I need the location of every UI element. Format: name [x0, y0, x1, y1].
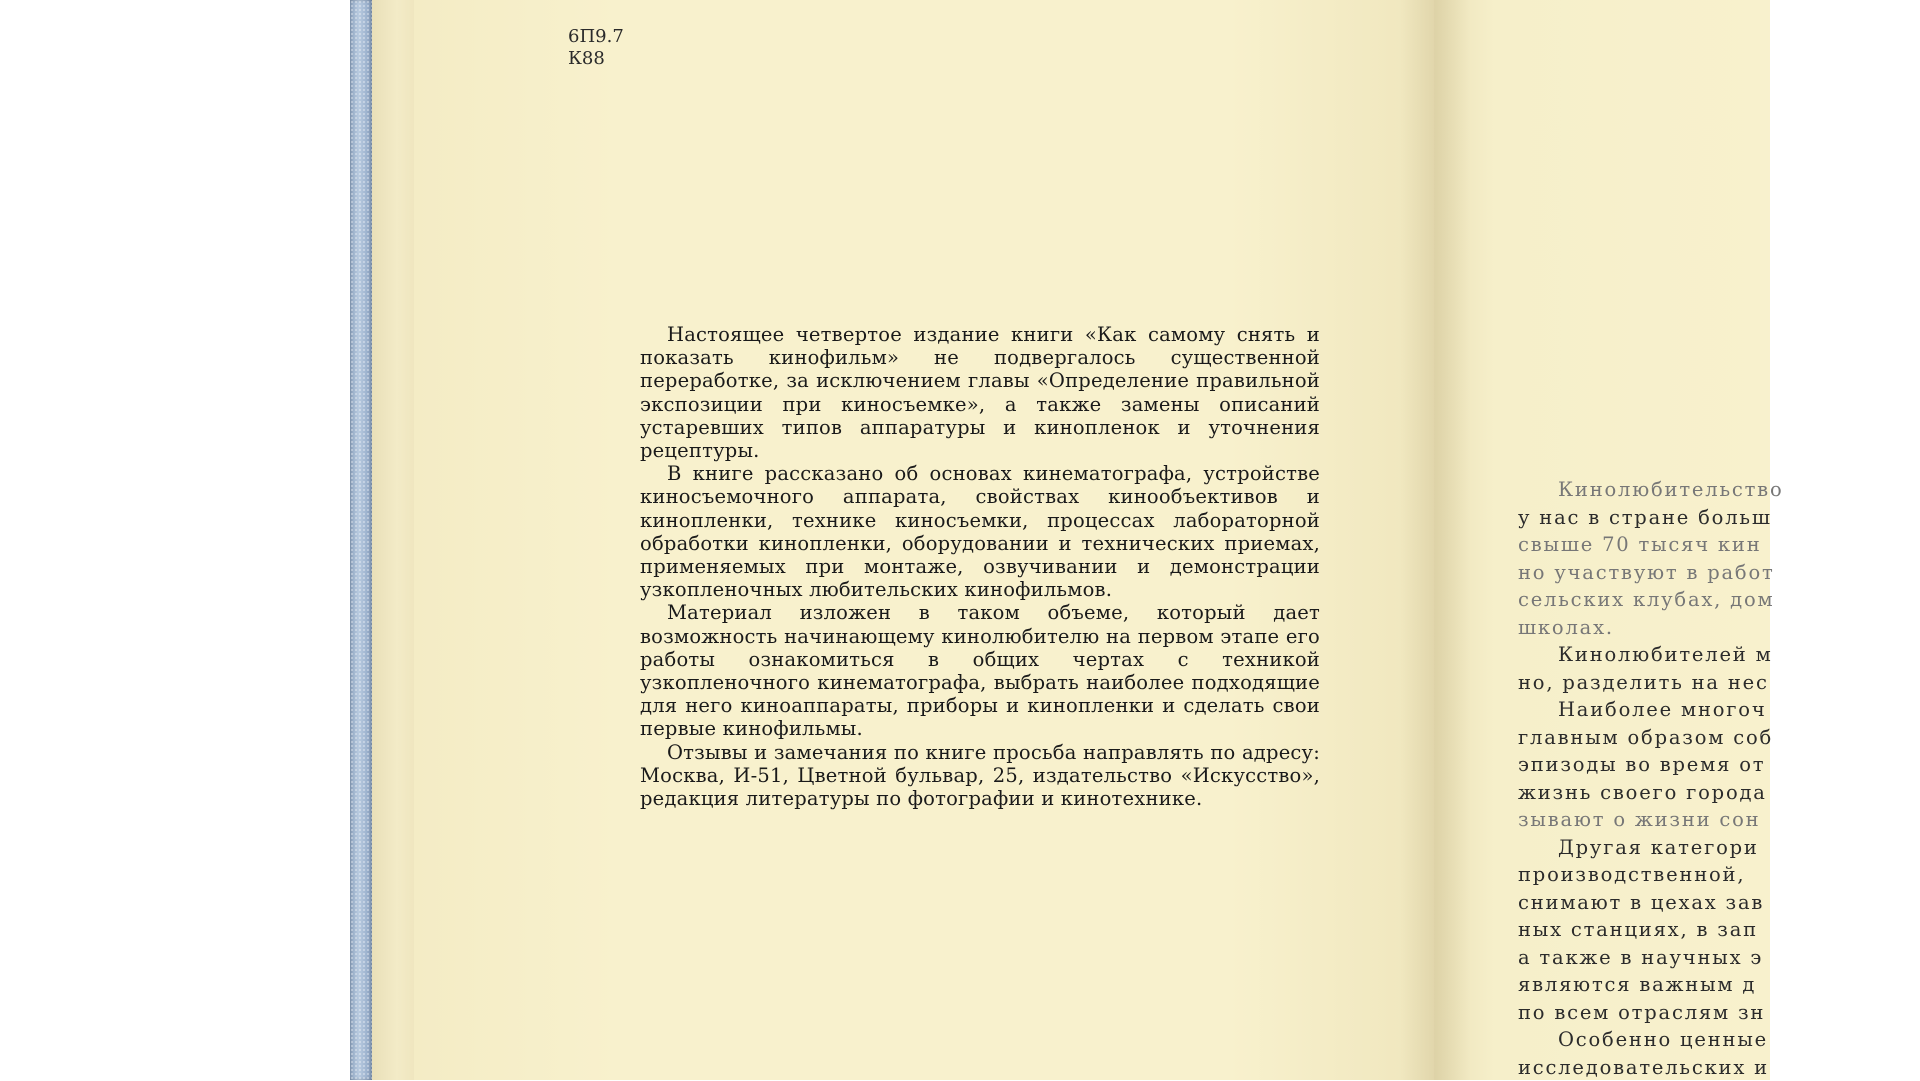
- bbk-index: 6П9.7: [568, 26, 624, 48]
- author-mark: К88: [568, 48, 624, 70]
- page-stack: [372, 0, 415, 1080]
- right-line: являются важным д: [1518, 971, 1858, 999]
- right-line: но участвуют в работ: [1518, 559, 1858, 587]
- right-line: у нас в стране больш: [1518, 504, 1858, 532]
- right-line: школах.: [1518, 614, 1858, 642]
- right-line: сельских клубах, дом: [1518, 586, 1858, 614]
- right-line: исследовательских и: [1518, 1054, 1858, 1081]
- annotation-text: [640, 323, 1320, 810]
- paragraph-feedback: Отзывы и замечания по книге просьба направлять по адресу: Москва, И-51, Цветной бульвар, 25, издательство «Искусство», редакция литературы по фотографии и кинотехнике.: [640, 741, 1320, 811]
- right-line: а также в научных э: [1518, 944, 1858, 972]
- library-classification: [568, 26, 624, 70]
- right-line: Другая категори: [1518, 834, 1858, 862]
- right-page-text: [1518, 476, 1858, 1081]
- gutter-shadow: [1400, 0, 1470, 1080]
- background-left: [0, 0, 150, 1080]
- right-line: Кинолюбителей м: [1518, 641, 1858, 669]
- right-line: зывают о жизни сон: [1518, 806, 1858, 834]
- paragraph-contents: В книге рассказано об основах кинематографа, устройстве киносъемочного аппарата, свойствах кинообъективов и кинопленки, технике киносъемки, процессах лабораторной обработки кинопленки, оборудовании и технических приемах, применяемых при монтаже, озвучивании и демонстрации узкопленочных любительских кинофильмов.: [640, 462, 1320, 601]
- paragraph-edition: Настоящее четвертое издание книги «Как самому снять и показать кинофильм» не подвергалось существенной переработке, за исключением главы «Определение правильной экспозиции при киносъемке», а также замены описаний устаревших типов аппаратуры и кинопленок и уточнения рецептуры.: [640, 323, 1320, 462]
- right-line: Наиболее многоч: [1518, 696, 1858, 724]
- right-line: жизнь своего города: [1518, 779, 1858, 807]
- right-line: по всем отраслям зн: [1518, 999, 1858, 1027]
- right-line: ных станциях, в зап: [1518, 916, 1858, 944]
- right-line: эпизоды во время от: [1518, 751, 1858, 779]
- right-line: Особенно ценные: [1518, 1026, 1858, 1054]
- right-line: главным образом соб: [1518, 724, 1858, 752]
- right-line: но, разделить на нес: [1518, 669, 1858, 697]
- right-line: снимают в цехах зав: [1518, 889, 1858, 917]
- right-line: Кинолюбительство: [1518, 476, 1858, 504]
- book-cover-edge: [350, 0, 372, 1080]
- paragraph-scope: Материал изложен в таком объеме, который дает возможность начинающему кинолюбителю на первом этапе его работы ознакомиться в общих чертах с техникой узкопленочного кинематографа, выбрать наиболее подходящие для него киноаппараты, приборы и кинопленки и сделать свои первые кинофильмы.: [640, 601, 1320, 740]
- right-line: производственной,: [1518, 861, 1858, 889]
- right-line: свыше 70 тысяч кин: [1518, 531, 1858, 559]
